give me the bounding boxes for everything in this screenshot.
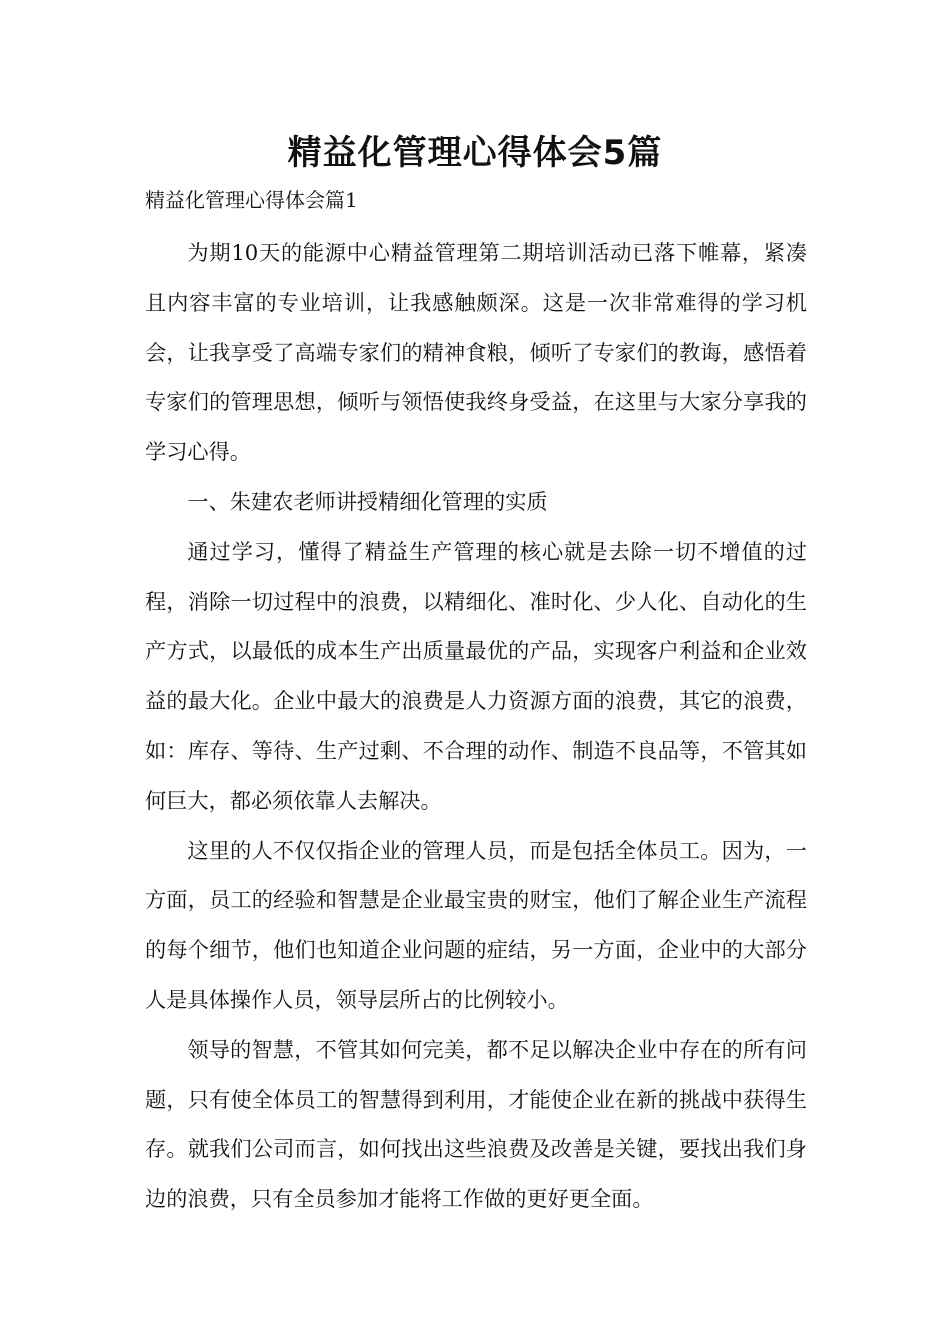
document-title: 精益化管理心得体会5篇 [287, 133, 663, 173]
paragraph-intro: 为期10天的能源中心精益管理第二期培训活动已落下帷幕，紧凑且内容丰富的专业培训，让我感触颇深。这是一次非常难得的学习机会，让我享受了高端专家们的精神食粮，倾听了专家们的教诲，感悟着专家们的管理思想，倾听与领悟使我终身受益，在这里与大家分享我的学习心得。 [145, 240, 807, 465]
section-title: 精益化管理心得体会篇1 [145, 188, 358, 212]
paragraph-leadership: 领导的智慧，不管其如何完美，都不足以解决企业中存在的所有问题，只有使全体员工的智慧得到利用，才能使企业在新的挑战中获得生存。就我们公司而言，如何找出这些浪费及改善是关键，要找出我们身边的浪费，只有全员参加才能将工作做的更好更全面。 [145, 1036, 807, 1212]
paragraph-all-staff: 这里的人不仅仅指企业的管理人员，而是包括全体员工。因为，一方面，员工的经验和智慧是企业最宝贵的财宝，他们了解企业生产流程的每个细节，他们也知道企业问题的症结，另一方面，企业中的大部分人是具体操作人员，领导层所占的比例较小。 [145, 837, 807, 1012]
paragraph-heading-one: 一、朱建农老师讲授精细化管理的实质 [187, 488, 548, 514]
paragraph-lean-core: 通过学习，懂得了精益生产管理的核心就是去除一切不增值的过程，消除一切过程中的浪费，以精细化、准时化、少人化、自动化的生产方式，以最低的成本生产出质量最优的产品，实现客户利益和企业效益的最大化。企业中最大的浪费是人力资源方面的浪费，其它的浪费，如：库存、等待、生产过剩、不合理的动作、制造不良品等，不管其如何巨大，都必须依靠人去解决。 [145, 538, 807, 813]
document-body [145, 228, 807, 1224]
